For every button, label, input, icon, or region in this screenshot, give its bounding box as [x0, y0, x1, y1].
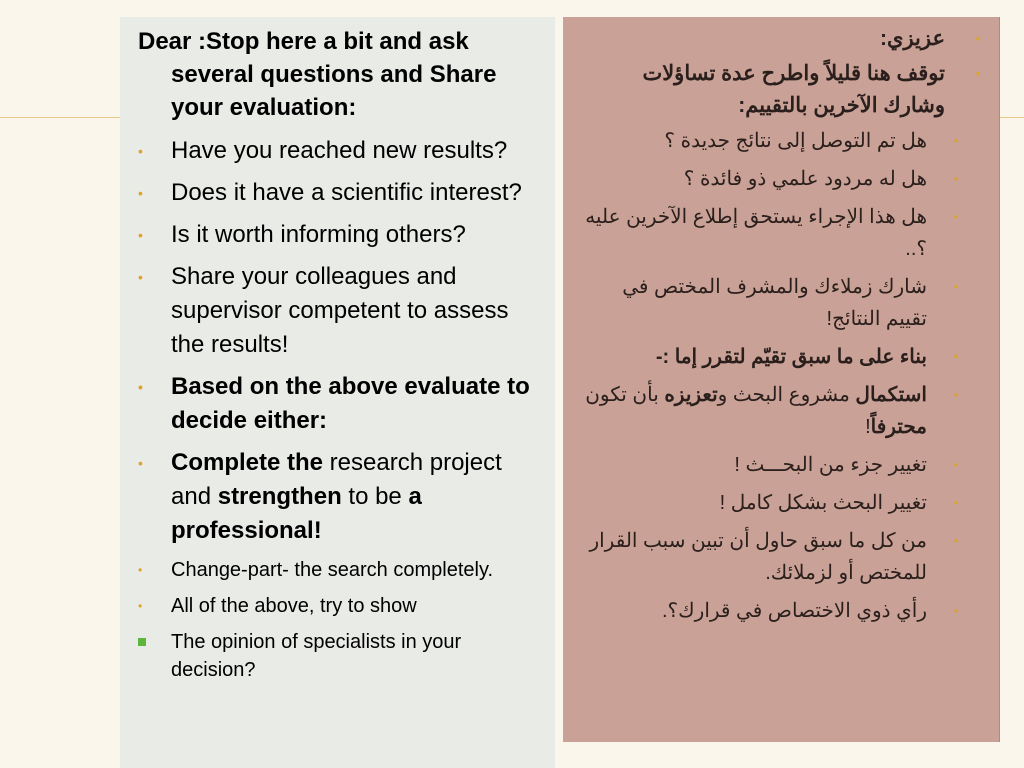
list-item: • تغيير البحث بشكل كامل !	[577, 487, 985, 519]
arabic-text-panel	[563, 17, 1000, 742]
bullet-icon: •	[138, 227, 143, 243]
bullet-icon: •	[138, 143, 143, 159]
bullet-icon: •	[975, 66, 981, 81]
bullet-icon: •	[138, 563, 143, 577]
list-item: • Change-part- the search completely.	[138, 556, 541, 584]
list-item: • Have you reached new results?	[138, 134, 541, 168]
list-item: • هل تم التوصل إلى نتائج جديدة ؟	[577, 125, 985, 157]
bullet-icon: •	[953, 603, 959, 618]
decorative-line-right	[1000, 117, 1024, 118]
list-item: • عزيزي:	[577, 23, 985, 55]
list-item: • شارك زملاءك والمشرف المختص في تقييم النتائج!	[577, 271, 985, 335]
list-item: • All of the above, try to show	[138, 592, 541, 620]
bullet-icon: •	[138, 379, 143, 395]
list-item: • تغيير جزء من البحـــث !	[577, 449, 985, 481]
list-item: • من كل ما سبق حاول أن تبين سبب القرار للمختص أو لزملائك.	[577, 525, 985, 589]
square-bullet-icon	[138, 638, 146, 646]
bullet-icon: •	[953, 495, 959, 510]
list-item: • بناء على ما سبق تقيّم لتقرر إما :-	[577, 341, 985, 373]
list-item-complete: • استكمال مشروع البحث وتعزيزه بأن تكون محترفاً!	[577, 379, 985, 443]
bullet-icon: •	[953, 171, 959, 186]
bullet-icon: •	[953, 133, 959, 148]
english-list	[138, 134, 541, 684]
decorative-line-left	[0, 117, 120, 118]
bullet-icon: •	[953, 387, 959, 402]
list-item: • Based on the above evaluate to decide either:	[138, 370, 541, 438]
list-item: • هل له مردود علمي ذو فائدة ؟	[577, 163, 985, 195]
bullet-icon: •	[953, 533, 959, 548]
list-item-complete: • Complete the research project and strengthen to be a professional!	[138, 446, 541, 548]
bullet-icon: •	[138, 185, 143, 201]
list-item: • Is it worth informing others?	[138, 218, 541, 252]
arabic-list	[577, 23, 985, 627]
bullet-icon: •	[953, 457, 959, 472]
list-item: • Does it have a scientific interest?	[138, 176, 541, 210]
list-item: • رأي ذوي الاختصاص في قرارك؟.	[577, 595, 985, 627]
bullet-icon: •	[953, 279, 959, 294]
english-heading: Dear :Stop here a bit and ask several questions and Share your evaluation:	[138, 28, 497, 121]
bullet-icon: •	[138, 455, 143, 471]
list-item: • توقف هنا قليلاً واطرح عدة تساؤلات وشارك الآخرين بالتقييم:	[577, 58, 985, 122]
english-text-panel	[120, 17, 555, 768]
bullet-icon: •	[138, 269, 143, 285]
bullet-icon: •	[138, 599, 143, 613]
bullet-icon: •	[953, 349, 959, 364]
list-item: The opinion of specialists in your decision?	[138, 628, 541, 684]
list-item: • Share your colleagues and supervisor competent to assess the results!	[138, 260, 541, 362]
list-item: • هل هذا الإجراء يستحق إطلاع الآخرين عليه ؟..	[577, 201, 985, 265]
bullet-icon: •	[975, 31, 981, 46]
bullet-icon: •	[953, 209, 959, 224]
